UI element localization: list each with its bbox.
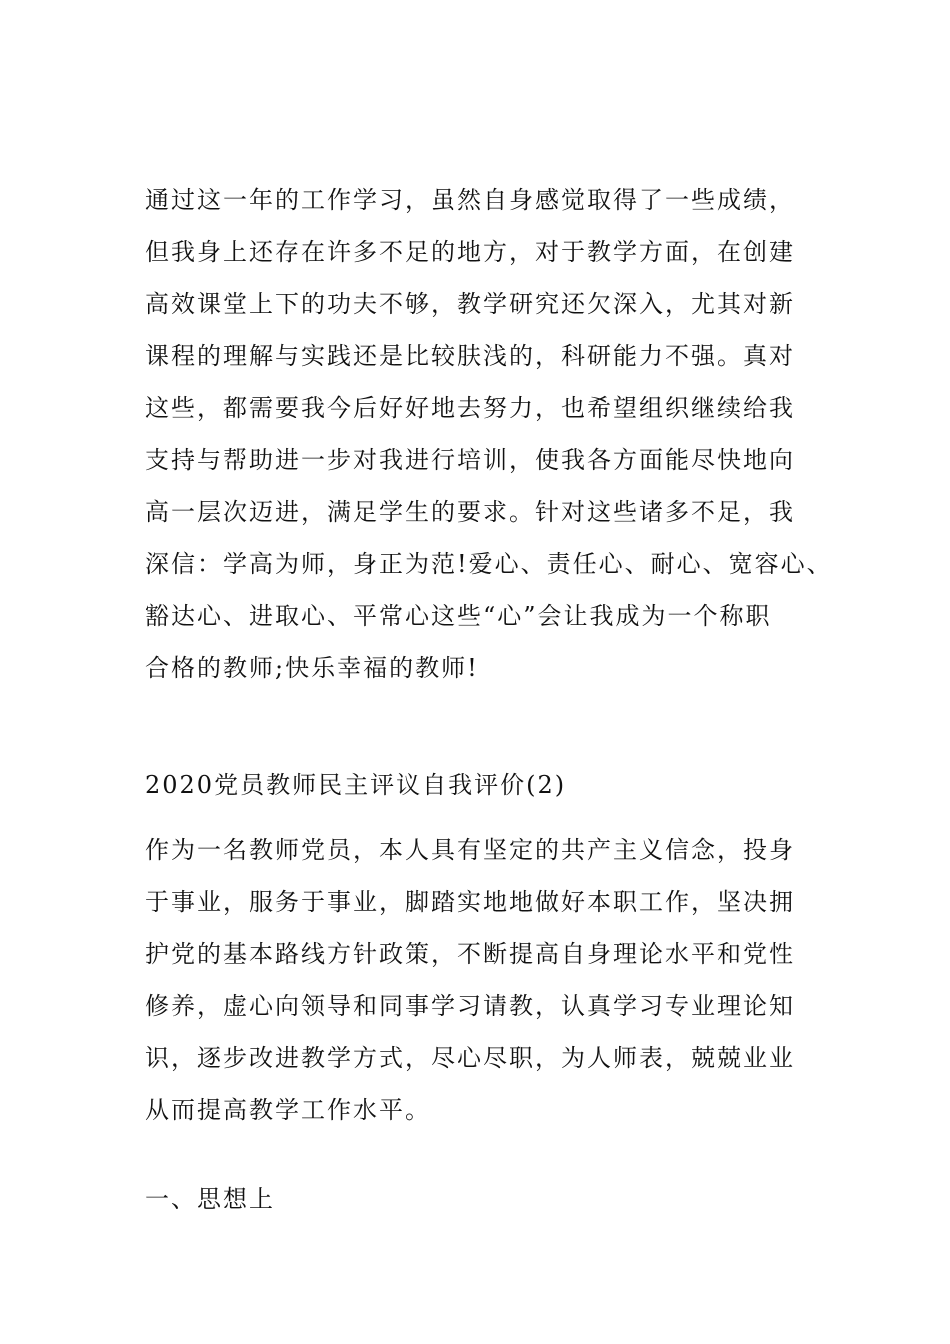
text-line: 从而提高教学工作水平。	[145, 1096, 431, 1124]
section-title	[145, 759, 825, 811]
text-line: 于事业，服务于事业，脚踏实地地做好本职工作，坚决拥	[145, 888, 795, 916]
text-line: 修养，虚心向领导和同事学习请教，认真学习专业理论知	[145, 992, 795, 1020]
paragraph-party-member-intro	[145, 824, 825, 1136]
subheading	[145, 1173, 825, 1225]
text-line: 合格的教师;快乐幸福的教师!	[145, 654, 479, 682]
text-line: 支持与帮助进一步对我进行培训，使我各方面能尽快地向	[145, 446, 795, 474]
text-line: 通过这一年的工作学习，虽然自身感觉取得了一些成绩，	[145, 186, 795, 214]
text-line: 但我身上还存在许多不足的地方，对于教学方面，在创建	[145, 238, 795, 266]
paragraph-self-assessment-shortcomings	[145, 174, 833, 694]
text-line: 高一层次迈进，满足学生的要求。针对这些诸多不足，我	[145, 498, 795, 526]
text-line: 这些，都需要我今后好好地去努力，也希望组织继续给我	[145, 394, 795, 422]
subheading-text: 一、思想上	[145, 1185, 275, 1213]
text-line: 作为一名教师党员，本人具有坚定的共产主义信念，投身	[145, 836, 795, 864]
text-line: 豁达心、进取心、平常心这些“心”会让我成为一个称职	[145, 602, 772, 630]
text-line: 护党的基本路线方针政策，不断提高自身理论水平和党性	[145, 940, 795, 968]
text-line: 深信：学高为师，身正为范!爱心、责任心、耐心、宽容心、	[145, 550, 833, 578]
section-title-text: 2020党员教师民主评议自我评价(2)	[145, 771, 567, 799]
text-line: 课程的理解与实践还是比较肤浅的，科研能力不强。真对	[145, 342, 795, 370]
text-line: 识，逐步改进教学方式，尽心尽职，为人师表，兢兢业业	[145, 1044, 795, 1072]
text-line: 高效课堂上下的功夫不够，教学研究还欠深入，尤其对新	[145, 290, 795, 318]
